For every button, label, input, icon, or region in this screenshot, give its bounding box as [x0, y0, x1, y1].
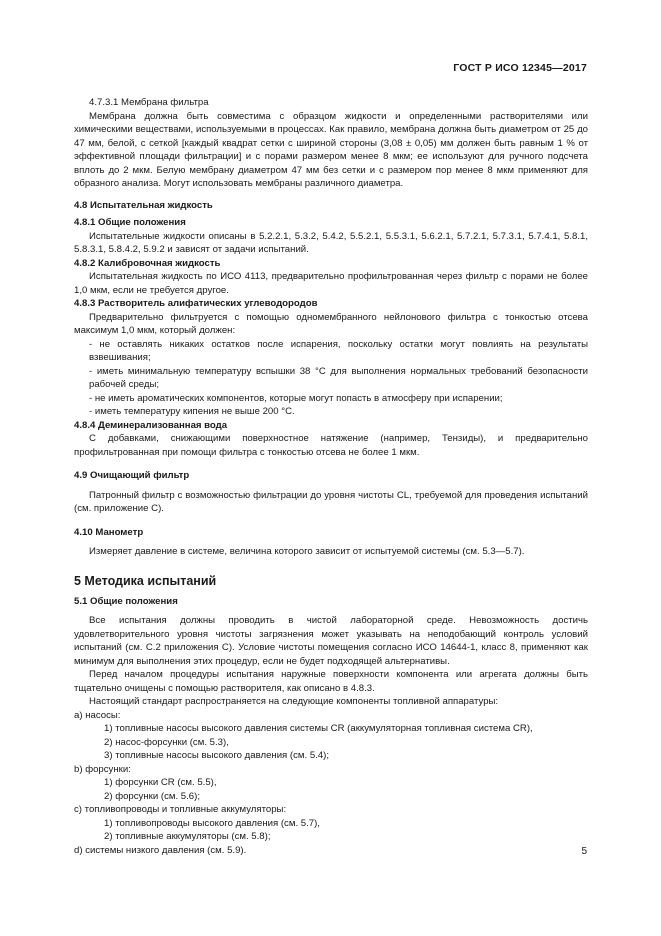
list-item: c) топливопроводы и топливные аккумуляторы: [74, 804, 287, 815]
list-item: 1) топливопроводы высокого давления (см. 5.7), [104, 817, 320, 829]
page-content [74, 96, 588, 857]
section-4-8-2-title: 4.8.2 Калибровочная жидкость [74, 257, 221, 269]
section-4-8-4-body: С добавками, снижающими поверхностное натяжение (например, Тензиды), и предварительно профильтрованная при помощи фильтра с тонкостью отсева не более 1 мкм. [74, 433, 588, 458]
section-4-9-title: 4.9 Очищающий фильтр [74, 470, 190, 481]
list-item: a) насосы: [74, 709, 121, 721]
list-item: 2) форсунки (см. 5.6); [104, 790, 200, 802]
section-4-10-title: 4.10 Манометр [74, 526, 144, 538]
page-number: 5 [581, 846, 587, 857]
section-4-10-body: Измеряет давление в системе, величина которого зависит от испытуемой системы (см. 5.3—5.7). [89, 546, 525, 557]
list-item: 2) насос-форсунки (см. 5.3), [104, 736, 229, 748]
list-item: - не оставлять никаких остатков после испарения, поскольку остатки могут повлиять на результаты взвешивания; [89, 338, 588, 363]
section-5-title: 5 Методика испытаний [74, 573, 217, 588]
section-4-8-4-title: 4.8.4 Деминерализованная вода [74, 419, 228, 431]
list-item: d) системы низкого давления (см. 5.9). [74, 844, 247, 856]
section-4-8-3-body: Предварительно фильтруется с помощью одномембранного нейлонового фильтра с тонкостью отсева максимум 1,0 мкм, который должен: [74, 311, 588, 336]
section-4-7-3-1-title: 4.7.3.1 Мембрана фильтра [89, 97, 209, 108]
section-4-8-2-body: Испытательная жидкость по ИСО 4113, предварительно профильтрованная через фильтр с порами не более 1,0 мкм, если не требуется другое. [74, 271, 588, 296]
list-item: 2) топливные аккумуляторы (см. 5.8); [104, 831, 271, 842]
section-5-1-title: 5.1 Общие положения [74, 595, 178, 607]
section-4-8-title: 4.8 Испытательная жидкость [74, 199, 213, 211]
section-4-9-body: Патронный фильтр с возможностью фильтрации до уровня чистоты CL, требуемой для проведения испытаний (см. приложение С). [74, 489, 588, 514]
section-5-1-para-1: Все испытания должны проводить в чистой лабораторной среде. Невозможность достичь удовлетворительного уровня чистоты загрязнения может указывать на неподобающий контроль условий испытаний (см. С.2 приложения С). Условие чистоты помещения согласно ИСО 14644-1, класс 8, применяют как минимум для выполнения этих процедур, если не будет подходящей альтернативы. [74, 615, 588, 667]
section-4-7-3-1-body: Мембрана должна быть совместима с образцом жидкости и определенными растворителями или химическими веществами, используемыми в процессах. Как правило, мембрана должна быть диаметром от 25 до 47 мм, белой, с сеткой [каждый квадрат сетки с шириной стороны (3,08 ± 0,05) мм должен быть равным 1 % от эффективной площади фильтрации] и с порами размером менее 8 мкм; ее используют для ручного подсчета вплоть до 2 мкм. Белую мембрану диаметром 47 мм без сетки и с размером пор менее 8 мкм применяют для образного анализа. Могут использовать мембраны различного диаметра. [74, 110, 588, 189]
section-5-1-para-2: Перед началом процедуры испытания наружные поверхности компонента или агрегата должны быть тщательно очищены с помощью растворителя, как описано в 4.8.3. [74, 669, 588, 694]
list-item: - не иметь ароматических компонентов, которые могут попасть в атмосферу при испарении; [89, 392, 503, 404]
standard-header: ГОСТ Р ИСО 12345—2017 [453, 62, 587, 74]
list-item: b) форсунки: [74, 763, 131, 775]
section-5-1-para-3: Настоящий стандарт распространяется на следующие компоненты топливной аппаратуры: [89, 696, 499, 707]
section-4-8-1-body: Испытательные жидкости описаны в 5.2.2.1, 5.3.2, 5.4.2, 5.5.2.1, 5.5.3.1, 5.6.2.1, 5.7.2.1, 5.7.3.1, 5.7.4.1, 5.8.1, 5.8.3.1, 5.8.4.2, 5.9.2 и зависят от задачи испытаний. [74, 230, 588, 255]
list-item: 3) топливные насосы высокого давления (см. 5.4); [104, 750, 330, 761]
list-item: 1) форсунки CR (см. 5.5), [104, 777, 217, 788]
list-item: - иметь минимальную температуру вспышки 38 °С для выполнения нормальных требований безопасности рабочей среды; [89, 365, 588, 390]
list-item: - иметь температуру кипения не выше 200 °С. [89, 406, 295, 417]
section-4-8-1-title: 4.8.1 Общие положения [74, 217, 186, 228]
list-item: 1) топливные насосы высокого давления системы CR (аккумуляторная топливная система CR), [104, 723, 533, 734]
section-4-8-3-title: 4.8.3 Растворитель алифатических углеводородов [74, 298, 318, 309]
